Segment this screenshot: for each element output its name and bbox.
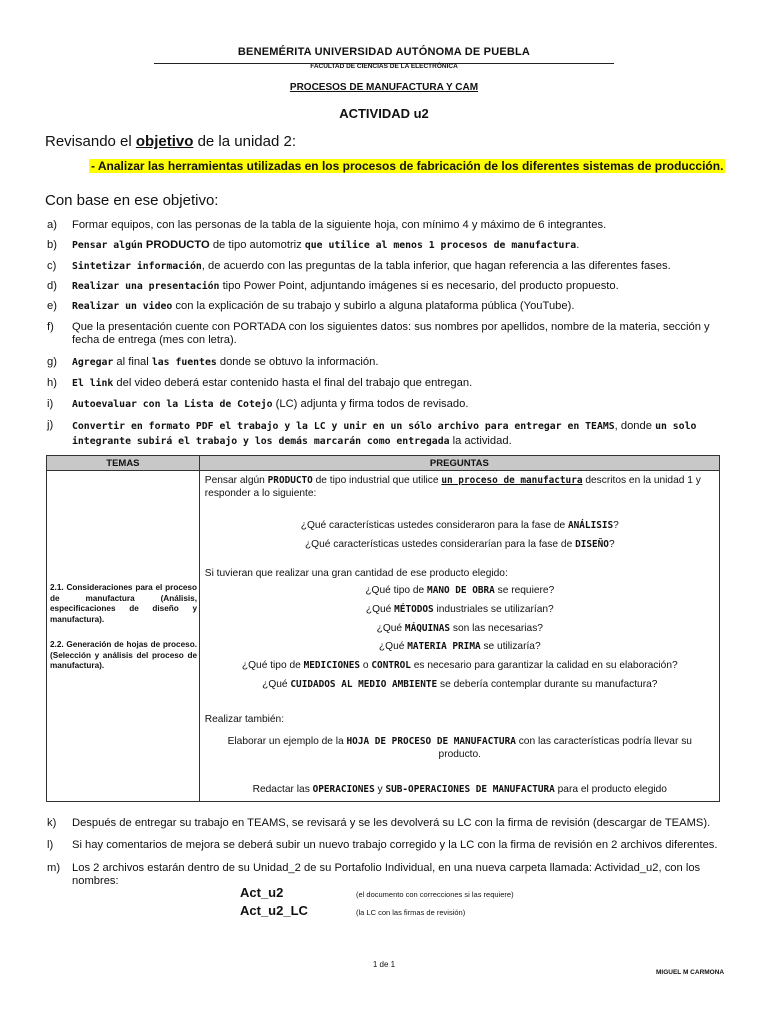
course-title: PROCESOS DE MANUFACTURA Y CAM xyxy=(289,82,479,93)
item-label: d) xyxy=(47,280,57,292)
q-fragment: ¿Qué características ustedes consideraron para la fase de xyxy=(300,520,568,531)
keyword: CONTROL xyxy=(371,660,411,671)
item-text xyxy=(72,300,727,313)
keyword: PRODUCTO xyxy=(267,475,313,486)
q-fragment: de tipo industrial que utilice xyxy=(312,475,442,486)
item-text: Formar equipos, con las personas de la tabla de la siguiente hoja, con mínimo 4 y máximo de 6 integrantes. xyxy=(72,219,607,231)
task-item xyxy=(210,736,710,761)
university-title: BENEMÉRITA UNIVERSIDAD AUTÓNOMA DE PUEBLA xyxy=(237,46,531,58)
question xyxy=(200,539,720,552)
q-fragment: industriales se utilizarían? xyxy=(433,604,554,615)
item-label: g) xyxy=(47,356,57,368)
question xyxy=(200,679,720,692)
item-fragment: del video deberá estar contenido hasta el final del trabajo que entregan. xyxy=(113,377,473,389)
keyword: Agregar xyxy=(72,357,114,368)
column-header-temas: TEMAS xyxy=(47,456,200,471)
question-context: Si tuvieran que realizar una gran cantidad de ese producto elegido: xyxy=(204,568,508,579)
item-fragment: , donde xyxy=(614,420,656,432)
keyword: Sintetizar información xyxy=(72,261,202,272)
item-label: l) xyxy=(47,839,54,851)
keyword: Pensar algún xyxy=(72,240,143,251)
q-fragment: y xyxy=(374,784,386,795)
item-fragment: de tipo automotriz xyxy=(209,239,305,251)
q-fragment: se debería contemplar durante su manufactura? xyxy=(437,679,658,690)
keyword: MÉTODOS xyxy=(394,604,434,615)
keyword: Realizar una presentación xyxy=(72,281,220,292)
q-fragment: para el producto elegido xyxy=(554,784,667,795)
question xyxy=(200,660,720,673)
item-label: a) xyxy=(47,219,57,231)
item-text: Si hay comentarios de mejora se deberá subir un nuevo trabajo corregido y la LC con la firma de revisión en 2 archivos diferentes. xyxy=(72,839,718,851)
q-fragment: es necesario para garantizar la calidad en su elaboración? xyxy=(410,660,678,671)
keyword: Autoevaluar con la Lista de Cotejo xyxy=(72,399,273,410)
q-fragment: se requiere? xyxy=(494,585,555,596)
item-text xyxy=(72,377,727,390)
q-fragment: o xyxy=(360,660,372,671)
q-fragment: Elaborar un ejemplo de la xyxy=(227,736,347,747)
keyword: DISEÑO xyxy=(575,539,609,550)
faculty-name: FACULTAD DE CIENCIAS DE LA ELECTRÓNICA xyxy=(310,63,458,70)
q-fragment: ¿Qué xyxy=(262,679,291,690)
item-fragment: (LC) adjunta y firma todos de revisado. xyxy=(272,398,469,410)
item-fragment: donde se obtuvo la información. xyxy=(216,356,379,368)
q-fragment: ¿Qué xyxy=(365,604,395,615)
q-fragment: Redactar las xyxy=(252,784,313,795)
question-intro xyxy=(205,475,715,500)
file-note: (el documento con correcciones si las requiere) xyxy=(356,890,514,899)
keyword: HOJA DE PROCESO DE MANUFACTURA xyxy=(346,736,516,747)
q-fragment: se utilizaría? xyxy=(480,641,541,652)
question xyxy=(200,604,720,617)
topic-item: 2.2. Generación de hojas de proceso. (Selección y análisis del proceso de manufactura). xyxy=(50,640,197,671)
file-note: (la LC con las firmas de revisión) xyxy=(356,908,466,917)
author-name: MIGUEL M CARMONA xyxy=(656,969,725,976)
keyword: OPERACIONES xyxy=(312,784,375,795)
keyword: MEDICIONES xyxy=(303,660,361,671)
keyword: El link xyxy=(72,378,114,389)
item-fragment: . xyxy=(576,239,580,251)
item-label: m) xyxy=(47,862,61,874)
column-header-preguntas: PREGUNTAS xyxy=(199,456,719,471)
q-fragment: descritos en la unidad 1 y responder a lo siguiente: xyxy=(204,475,701,499)
question xyxy=(200,585,720,598)
item-fragment: , de acuerdo con las preguntas de la tabla inferior, que hagan referencia a las diferentes fases. xyxy=(201,260,671,272)
keyword: que utilice al menos 1 procesos de manufactura xyxy=(304,240,577,251)
question xyxy=(200,641,720,654)
question xyxy=(200,623,720,636)
keyword: un proceso de manufactura xyxy=(441,475,583,486)
keyword: ANÁLISIS xyxy=(568,520,614,531)
keyword: CUIDADOS AL MEDIO AMBIENTE xyxy=(290,679,438,690)
item-text xyxy=(72,356,727,369)
activity-title: ACTIVIDAD u2 xyxy=(339,106,429,121)
item-label: i) xyxy=(47,398,54,410)
task-item xyxy=(200,784,720,797)
keyword: MANO DE OBRA xyxy=(427,585,495,596)
item-fragment: tipo Power Point, adjuntando imágenes si es necesario, del producto propuesto. xyxy=(219,280,619,292)
keyword: SUB-OPERACIONES DE MANUFACTURA xyxy=(385,784,555,795)
keyword: MÁQUINAS xyxy=(404,623,451,634)
item-text xyxy=(72,239,727,252)
additional-tasks-label: Realizar también: xyxy=(204,714,285,725)
item-fragment: al final xyxy=(113,356,152,368)
base-line: Con base en ese objetivo: xyxy=(45,192,219,209)
item-label: f) xyxy=(47,321,54,333)
page-number: 1 de 1 xyxy=(372,960,396,969)
keyword: PRODUCTO xyxy=(145,239,210,251)
item-text xyxy=(72,260,727,273)
keyword: Realizar un video xyxy=(72,301,173,312)
item-text xyxy=(72,398,727,411)
keyword: las fuentes xyxy=(151,357,217,368)
file-name: Act_u2 xyxy=(240,885,284,900)
q-fragment: con las características podría llevar su producto. xyxy=(438,736,692,760)
q-fragment: ? xyxy=(608,539,615,550)
item-text xyxy=(72,280,727,293)
q-fragment: ? xyxy=(613,520,619,531)
item-label: k) xyxy=(47,817,57,829)
item-text xyxy=(72,419,727,449)
item-text: Después de entregar su trabajo en TEAMS, se revisará y se les devolverá su LC con la firma de revisión (descargar de TEAMS). xyxy=(72,817,711,829)
question xyxy=(200,520,720,533)
review-keyword: objetivo xyxy=(135,133,194,150)
item-fragment: con la explicación de su trabajo y subirlo a alguna plataforma pública (YouTube). xyxy=(172,300,575,312)
temas-cell xyxy=(47,471,200,802)
q-fragment: son las necesarias? xyxy=(450,623,543,634)
topic-item: 2.1. Consideraciones para el proceso de manufactura (Análisis, especificaciones de diseño y manufactura). xyxy=(50,583,197,624)
item-label: c) xyxy=(47,260,57,272)
item-label: h) xyxy=(47,377,57,389)
keyword: Convertir en formato PDF el trabajo y la LC y unir en un sólo archivo para entregar en TEAMS xyxy=(72,421,615,432)
topics-questions-table xyxy=(46,455,720,802)
q-fragment: ¿Qué xyxy=(378,641,408,652)
q-fragment: ¿Qué tipo de xyxy=(241,660,304,671)
item-text: Los 2 archivos estarán dentro de su Unidad_2 de su Portafolio Individual, en una nueva carpeta llamada: Actividad_u2, con los nombres: xyxy=(72,862,701,887)
review-post: de la unidad 2: xyxy=(193,133,296,150)
item-label: j) xyxy=(47,419,54,431)
q-fragment: ¿Qué xyxy=(376,623,405,634)
item-fragment: la actividad. xyxy=(449,435,512,447)
file-name: Act_u2_LC xyxy=(240,903,308,918)
review-line xyxy=(45,133,296,150)
item-label: b) xyxy=(47,239,57,251)
preguntas-cell xyxy=(199,471,719,802)
q-fragment: Pensar algún xyxy=(204,475,268,486)
item-label: e) xyxy=(47,300,57,312)
q-fragment: ¿Qué características ustedes considerarían para la fase de xyxy=(304,539,576,550)
keyword: un solo integrante subirá el trabajo y los demás marcarán como entregada xyxy=(72,421,697,447)
objective-highlight: - Analizar las herramientas utilizadas en los procesos de fabricación de los diferentes sistemas de producción. xyxy=(91,159,724,173)
item-text: Que la presentación cuente con PORTADA con los siguientes datos: sus nombres por apellidos, nombre de la materia, sección y fecha de entrega (mes con letra). xyxy=(72,321,710,346)
review-pre: Revisando el xyxy=(45,133,136,150)
q-fragment: ¿Qué tipo de xyxy=(365,585,428,596)
keyword: MATERIA PRIMA xyxy=(407,641,481,652)
